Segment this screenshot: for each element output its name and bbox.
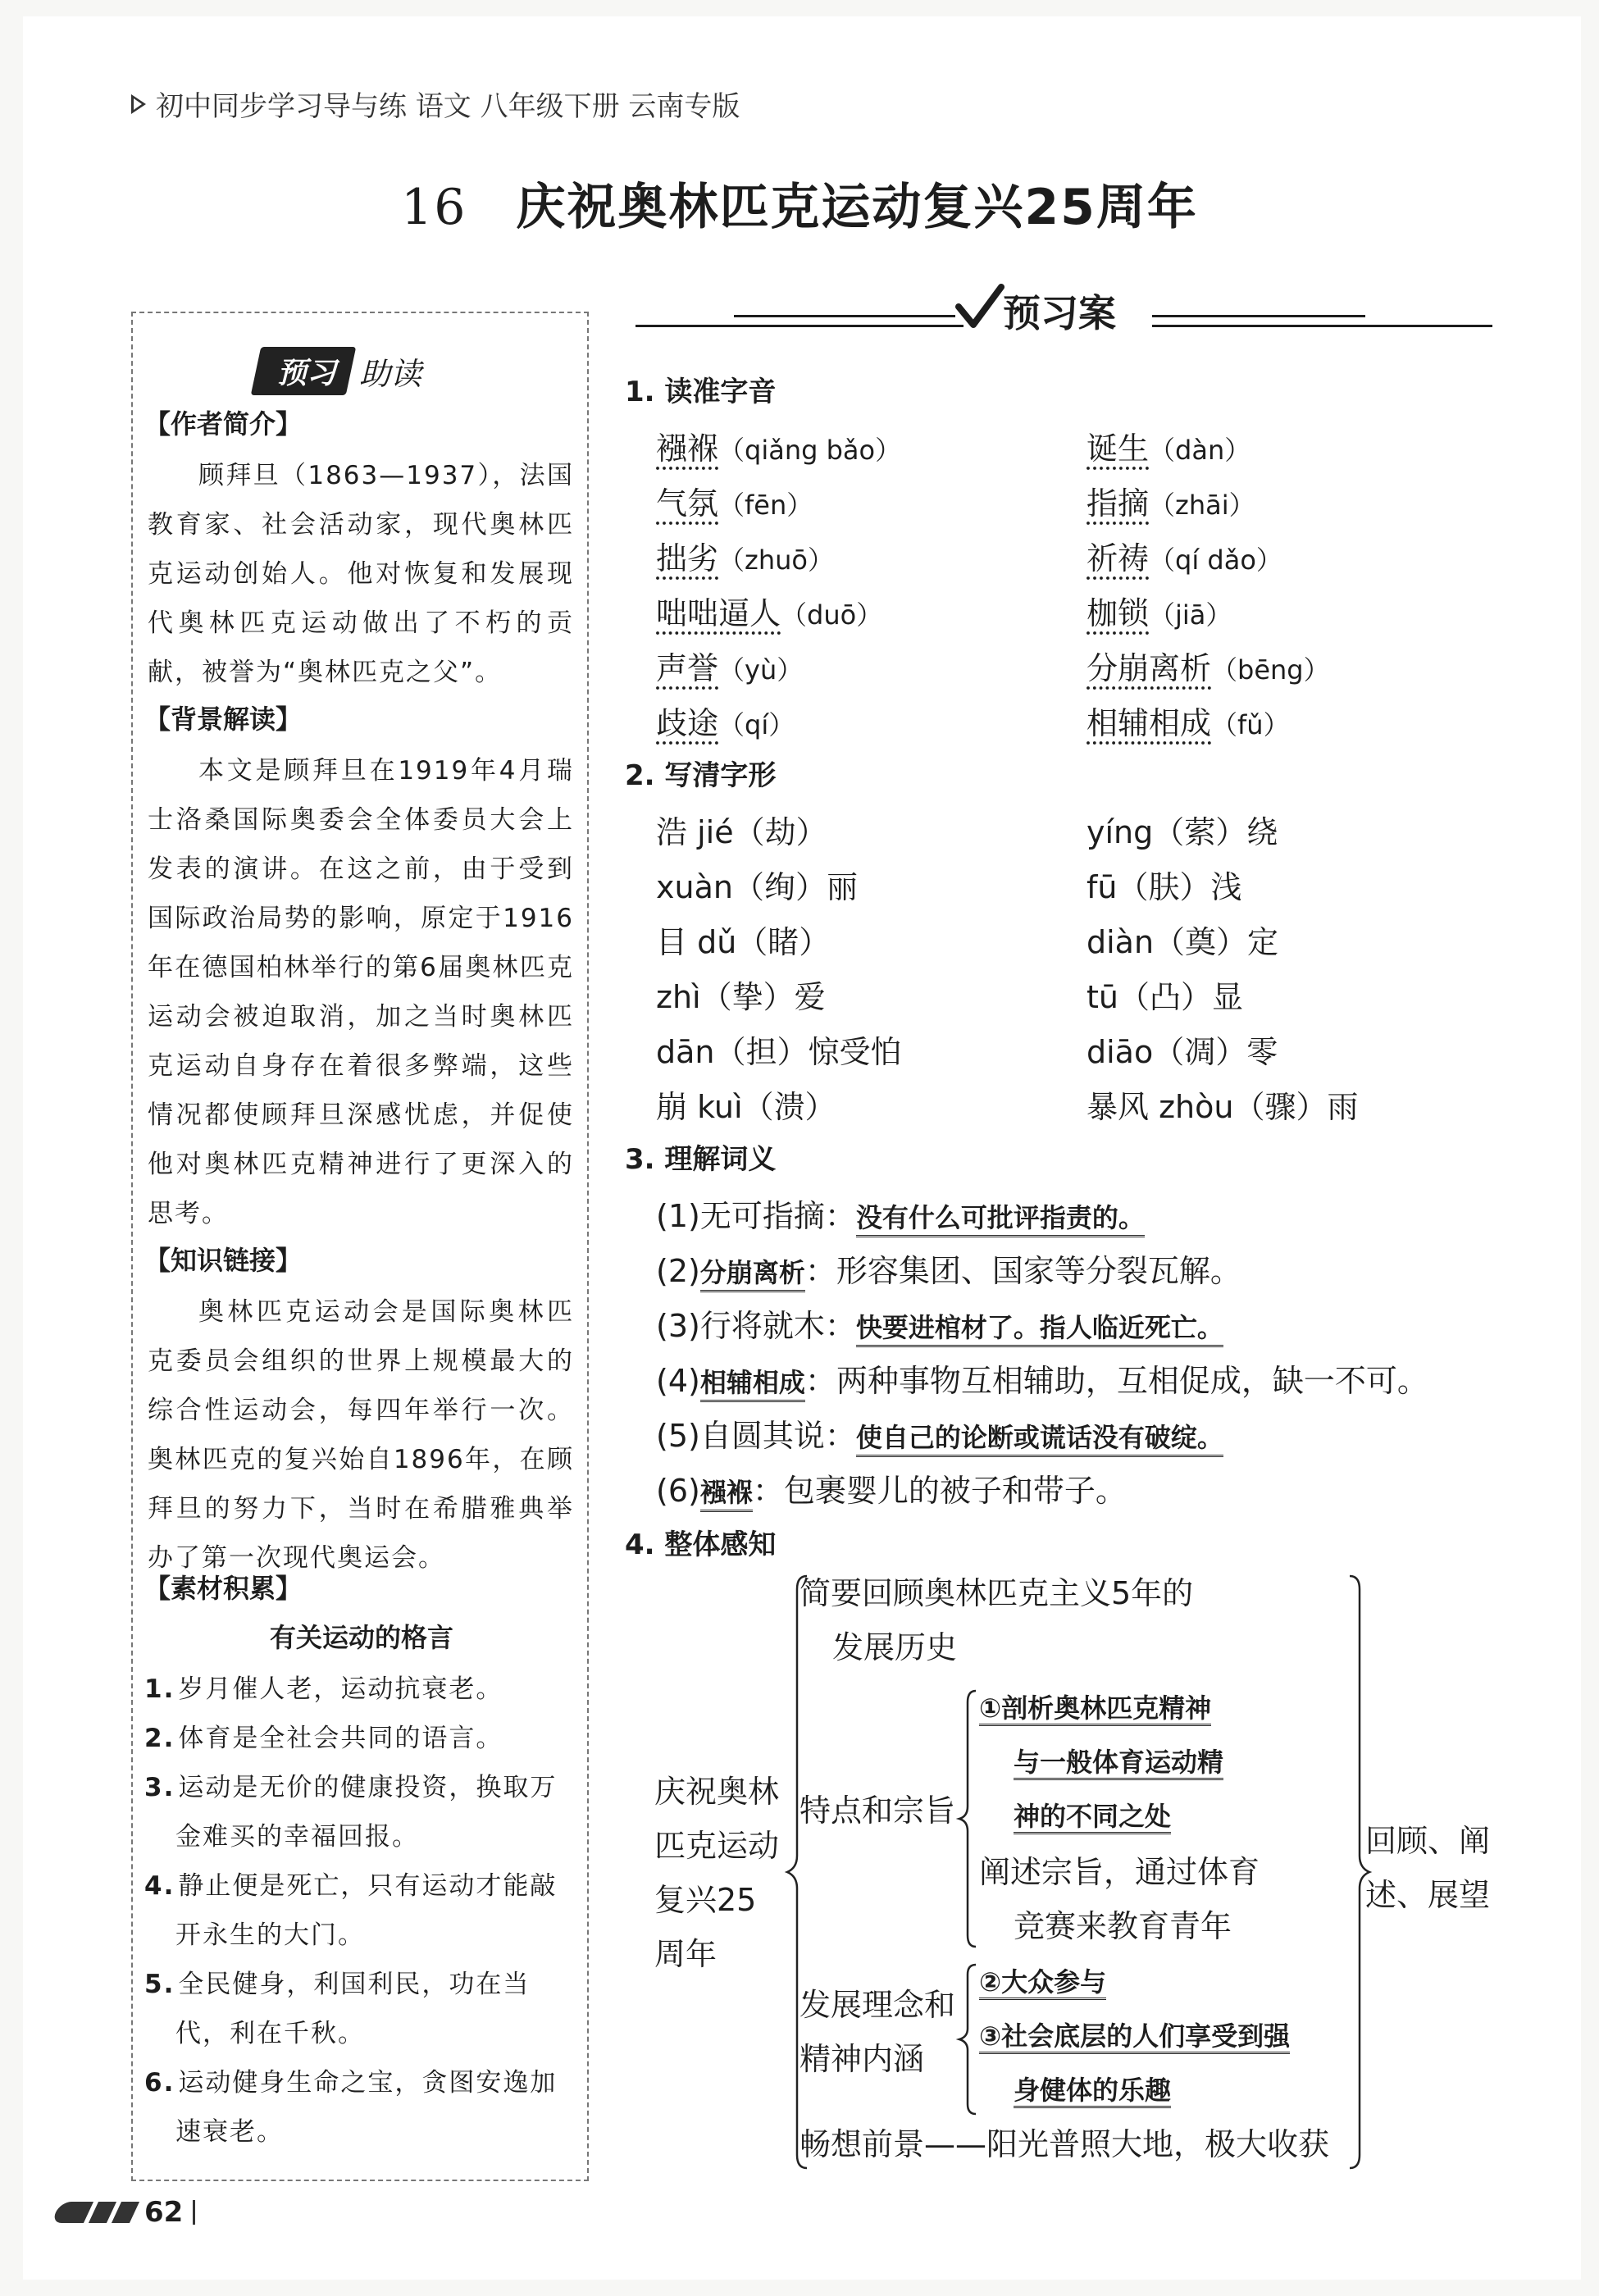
footer-stripes-icon [56, 2202, 134, 2223]
branch-prospect: 畅想前景——阳光普照大地，极大收获 [800, 2126, 1330, 2162]
motto-item: 4. 静止便是死亡，只有运动才能敲开永生的大门。 [144, 1871, 558, 1950]
features-brace [958, 1688, 979, 1950]
pinyin-item: 歧途（qí） [656, 705, 795, 741]
branch-history: 简要回顾奥林匹克主义5年的 发展历史 [800, 1575, 1194, 1665]
page-number: 62 [144, 2196, 184, 2229]
feature-analysis: ①剖析奥林匹克精神 与一般体育运动精 神的不同之处 [979, 1681, 1223, 1843]
knowledge-text: 奥林匹克运动会是国际奥林匹克委员会组织的世界上规模最大的综合性运动会，每四年举行一次。奥林匹克的复兴始自1896年，在顾拜旦的努力下，当时在希腊雅典举办了第一次现代奥运会。 [148, 1297, 574, 1573]
pinyin-item: 声誉（yù） [656, 650, 804, 686]
banner-rule-right [1152, 315, 1365, 317]
philosophy-participation: ②大众参与 [979, 1955, 1106, 2009]
glyph-item: 暴风 zhòu（骤）雨 [1086, 1089, 1359, 1125]
glyph-item: tū（凸）显 [1086, 979, 1243, 1015]
guide-badge [251, 347, 357, 395]
motto-item: 3. 运动是无价的健康投资，换取万金难买的幸福回报。 [144, 1773, 558, 1852]
banner-rule-left [734, 315, 955, 317]
book-header-text: 初中同步学习导与练 语文 八年级下册 云南专版 [156, 90, 740, 123]
glyph-item: 崩 kuì（溃） [656, 1089, 836, 1125]
glyph-item: yíng（萦）绕 [1086, 814, 1278, 850]
glyph-item: diàn（奠）定 [1086, 924, 1279, 960]
section-head-material: 【素材积累】 [144, 1573, 303, 1604]
pinyin-item: 诞生（dàn） [1086, 430, 1251, 467]
glyph-item: dān（担）惊受怕 [656, 1034, 902, 1070]
glyph-item: diāo（凋）零 [1086, 1034, 1278, 1070]
section-head-author: 【作者简介】 [144, 408, 303, 440]
section-head-background: 【背景解读】 [144, 704, 303, 735]
definition-item: (5)自圆其说：使自己的论断或谎话没有破绽。 [656, 1410, 1223, 1456]
definition-item: (6)襁褓：包裹婴儿的被子和带子。 [656, 1465, 1127, 1510]
motto-item: 6. 运动健身生命之宝，贪图安逸加速衰老。 [144, 2068, 558, 2147]
q3-heading: 3. 理解词义 [625, 1143, 777, 1176]
q1-heading: 1. 读准字音 [625, 376, 777, 408]
guide-badge-text: 预习 [277, 356, 337, 390]
q2-heading: 2. 写清字形 [625, 759, 777, 792]
pinyin-item: 指摘（zhāi） [1086, 485, 1255, 522]
pinyin-item: 拙劣（zhuō） [656, 540, 834, 576]
page-divider [193, 2200, 195, 2225]
pinyin-item: 襁褓（qiǎng bǎo） [656, 430, 902, 467]
guide-title [256, 346, 421, 395]
page-footer [56, 2196, 195, 2229]
q4-heading: 4. 整体感知 [625, 1528, 777, 1561]
pinyin-item: 枷锁（jiā） [1086, 595, 1232, 631]
glyph-item: fū（肤）浅 [1086, 869, 1242, 905]
pinyin-item: 相辅相成（fǔ） [1086, 705, 1290, 741]
glyph-item: zhì（挚）爱 [656, 979, 826, 1015]
preview-guide-sidebar [131, 312, 589, 2181]
author-intro: 顾拜旦（1863—1937），法国教育家、社会活动家，现代奥林匹克运动创始人。他对恢复和发展现代奥林匹克运动做出了不朽的贡献，被誉为“奥林匹克之父”。 [148, 461, 574, 687]
motto-title: 有关运动的格言 [269, 1622, 453, 1653]
lesson-title-text: 庆祝奥林匹克运动复兴25周年 [516, 179, 1198, 236]
motto-item: 1. 岁月催人老，运动抗衰老。 [144, 1674, 503, 1704]
structure-root: 庆祝奥林 匹克运动 复兴25 周年 [654, 1774, 780, 1972]
pinyin-item: 祈祷（qí dǎo） [1086, 540, 1282, 576]
glyph-item: xuàn（绚）丽 [656, 869, 858, 905]
guide-title-rest: 助读 [359, 355, 422, 392]
definition-item: (4)相辅相成：两种事物互相辅助，互相促成，缺一不可。 [656, 1355, 1428, 1401]
glyph-item: 浩 jié（劫） [656, 814, 827, 850]
check-mark-icon [955, 284, 1004, 333]
lesson-title [0, 168, 1599, 239]
structure-summary: 回顾、阐 述、展望 [1365, 1823, 1491, 1913]
definition-item: (2)分崩离析：形容集团、国家等分裂瓦解。 [656, 1246, 1241, 1291]
play-triangle-icon [131, 94, 146, 114]
background-text: 本文是顾拜旦在1919年4月瑞士洛桑国际奥委会全体委员大会上发表的演讲。在这之前，由于受到国际政治局势的影响，原定于1916年在德国柏林举行的第6届奥林匹克运动会被迫取消，加之当时奥林匹克运动自身存在着很多弊端，这些情况都使顾拜旦深感忧虑，并促使他对奥林匹克精神进行了更深入的思考。 [148, 756, 574, 1228]
branch-philosophy: 发展理念和 精神内涵 [800, 1987, 956, 2077]
banner-rule-right [1152, 325, 1492, 327]
preview-banner [636, 277, 1492, 343]
glyph-item: 目 dǔ（睹） [656, 924, 831, 960]
book-header [131, 84, 740, 124]
pinyin-item: 气氛（fēn） [656, 485, 813, 522]
branch-features: 特点和宗旨 [800, 1793, 956, 1829]
motto-item: 2. 体育是全社会共同的语言。 [144, 1724, 503, 1753]
pinyin-item: 咄咄逼人（duō） [656, 595, 883, 631]
definition-item: (1)无可指摘：没有什么可批评指责的。 [656, 1191, 1145, 1236]
section-head-knowledge: 【知识链接】 [144, 1245, 303, 1276]
feature-purpose: 阐述宗旨，通过体育 竞赛来教育青年 [979, 1854, 1260, 1944]
motto-item: 5. 全民健身，利国利民，功在当代，利在千秋。 [144, 1970, 531, 2048]
pinyin-item: 分崩离析（bēng） [1086, 650, 1330, 686]
lesson-number: 16 [401, 179, 467, 236]
banner-rule-left [636, 325, 963, 327]
philosophy-brace [958, 1961, 979, 2117]
banner-title: 预习案 [1003, 291, 1116, 335]
definition-item: (3)行将就木：快要进棺材了。指人临近死亡。 [656, 1301, 1223, 1346]
philosophy-fitness: ③社会底层的人们享受到强 身健体的乐趣 [979, 2009, 1290, 2117]
